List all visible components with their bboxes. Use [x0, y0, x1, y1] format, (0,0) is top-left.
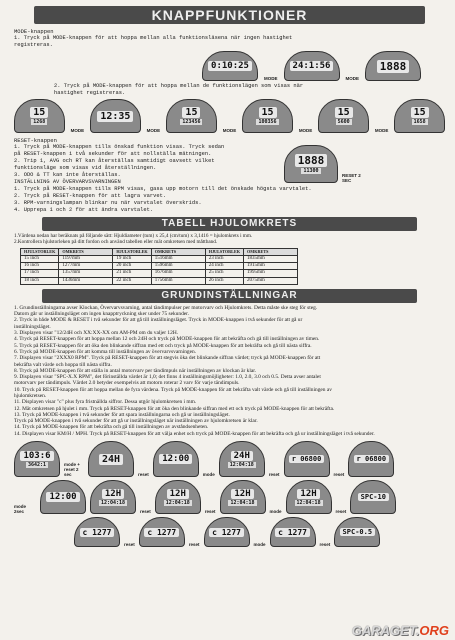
table-cell: 24 inch: [205, 263, 243, 270]
lcd-display: [286, 480, 332, 514]
column-header: OMKRETS: [244, 248, 298, 255]
setup-step: 13. Tryck på MODE-knappen i tvä sekunder för att spara inställningarna och gå ur inställningsläget.: [14, 411, 230, 418]
table-cell: 23 inch: [205, 256, 243, 263]
lcd-value: 15: [30, 107, 48, 118]
lcd-display: [242, 99, 293, 133]
reset-line: 1. Tryck på MODE-knappen tills önskad funktion visas. Tryck sedan: [14, 144, 225, 150]
mode-label: MODE: [298, 128, 313, 133]
setup-display-row3: [74, 517, 445, 547]
lcd-display: [220, 480, 266, 514]
setup-heading: GRUNDINSTÄLLNINGAR: [42, 289, 417, 303]
setup-step: bekräfta valt värde och hoppa till nästa siffra.: [14, 361, 112, 368]
setup-step: 3. Displayen visar "12/24H och XX:XX-XX om AM-PM om du valjer 12H.: [14, 330, 179, 337]
lcd-display: [334, 517, 380, 547]
lcd-sub-value: 12:04:18: [230, 499, 255, 506]
lcd-display: [318, 99, 369, 133]
lcd-sub-value: 3642:1: [27, 461, 47, 468]
lcd-display: [202, 51, 258, 81]
table-cell: 2075mm: [244, 277, 298, 284]
table-row: [21, 270, 298, 277]
table-cell: 1277mm: [59, 263, 113, 270]
lcd-display: [166, 99, 217, 133]
setup-step: Tryck på MODE-knappen i två sekunder för att gå ur inställningsläget när inställningen av hjulomkretsen är klar.: [14, 418, 258, 425]
setup-step: 14. Displayen visar KM/H / MPH. Tryck på RESET-knappen för att välja enhet och tryck på MODE-knappen för att bekräfta och gå ur inställningsläget i två sekunder.: [14, 430, 375, 437]
table-cell: 1197mm: [59, 256, 113, 263]
lcd-display: [90, 99, 141, 133]
setup-step: 6. Tryck på MODE-knappen för att komma till inställningen av övervarvsvarningen.: [14, 348, 197, 355]
table-cell: 1995mm: [244, 270, 298, 277]
lcd-value: c 1277: [275, 528, 310, 537]
mode-step2: 2. Tryck på MODE-knappen för att hoppa mellan de funktionslägen som visas när hastighet registreras.: [54, 83, 304, 96]
lcd-display: [284, 441, 330, 477]
table-cell: 18 inch: [21, 277, 59, 284]
lcd-value: 103:6: [20, 451, 53, 461]
reset-line: INSTÄLLNING AV ÖVERVARVSVARNINGEN: [14, 179, 121, 185]
setup-step: 10. Tryck på RESET-knappen för att hoppa mellan de fyra värdena. Tryck på MODE-knappen för att bekräfta valt värde och gå till inställningen av: [14, 386, 332, 393]
lcd-display: [270, 517, 316, 547]
table-cell: 26 inch: [205, 277, 243, 284]
page-title: KNAPPFUNKTIONER: [34, 6, 425, 24]
step-label: mode 2sec: [14, 504, 27, 515]
lcd-value: 0:10:25: [208, 61, 252, 71]
step-label: mode: [202, 472, 215, 478]
step-label: reset: [268, 472, 280, 478]
lcd-display: [284, 51, 340, 81]
setup-step: motorvarv per tändimpuls. Värdet 2.0 betyder exempelvis att motorn roterar 2 varv för varje tändimpuls.: [14, 380, 240, 387]
setup-step: 5. Tryck på RESET-knappen för att öka den blinkande siffran med ett och tryck på MODE-knappen för att bekräfta och gå till nästa siffra.: [14, 342, 312, 349]
lcd-display: [365, 51, 421, 81]
step-label: reset: [319, 542, 331, 548]
lcd-value: r 06800: [354, 455, 390, 463]
lcd-display: [14, 441, 60, 477]
setup-step: 2. Tryck in både MODE & RESET i två sekunder för att gå till inställningsläget. Tryck in MODE-knappen i två sekunder för att gå ur: [14, 317, 303, 324]
lcd-value: SPC-0.5: [340, 528, 376, 536]
reset-label: RESET 2 SEC: [342, 173, 361, 183]
table-cell: 16 inch: [21, 263, 59, 270]
reset-line: 4. Upprepa 1 och 2 för att ändra varvtalet.: [14, 207, 154, 213]
lcd-display: [40, 480, 86, 514]
setup-display-row1: [14, 441, 445, 477]
column-header: HJULSTORLEK: [205, 248, 243, 255]
reset-line: 2. Trip 1, AVG och RT kan återställas samtidigt oavsett vilket: [14, 158, 215, 164]
mode-label: MODE: [146, 128, 161, 133]
setup-step: 8. Tryck på MODE-knappen för att ställa in antal motorvarv per tändimpuls när inställningen av klockan är klar.: [14, 367, 257, 374]
step-label: reset: [335, 509, 347, 515]
lcd-display: [284, 145, 338, 183]
lcd-sub-value: 1268: [33, 119, 46, 125]
table-cell: 1516mm: [151, 256, 205, 263]
lcd-display: [74, 517, 120, 547]
table-cell: 1835mm: [244, 256, 298, 263]
step-label: reset: [140, 509, 151, 515]
watermark-tld: ORG: [419, 623, 449, 638]
table-cell: 21 inch: [113, 270, 151, 277]
step-label: mode + reset 2 sec: [64, 462, 80, 478]
step-label: reset: [188, 542, 200, 548]
mode-display-row1: [202, 51, 445, 81]
table-cell: 1756mm: [151, 277, 205, 284]
table-cell: 20 inch: [113, 263, 151, 270]
mode-heading: MODE-knappen: [14, 28, 54, 35]
column-header: OMKRETS: [59, 248, 113, 255]
mode-label: MODE: [70, 128, 85, 133]
setup-step: 11. Displayen visar "c" plus fyra fristnällda siffror. Dessa utgör hjulomkretsen i mm.: [14, 399, 197, 406]
setup-display-row2: [14, 480, 445, 514]
reset-line: 1. Tryck på MODE-knappen tills RPM visas, gasa upp motorn till det önskade högsta varvtalet.: [14, 186, 312, 192]
lcd-sub-value: 12:04:18: [100, 499, 126, 506]
lcd-value: 12H: [231, 489, 253, 499]
lcd-value: SPC-10: [358, 493, 389, 501]
lcd-value: 12:35: [97, 111, 133, 122]
lcd-sub-value: 11300: [303, 168, 319, 174]
lcd-display: [394, 99, 445, 133]
lcd-sub-value: 123456: [182, 119, 201, 125]
table-cell: 17 inch: [21, 270, 59, 277]
setup-step: inställningsläget.: [14, 323, 51, 330]
step-label: mode: [253, 542, 266, 548]
setup-steps: [14, 305, 445, 437]
lcd-display: [350, 480, 396, 514]
site-watermark: [352, 623, 449, 638]
column-header: HJULSTORLEK: [21, 248, 59, 255]
lcd-value: 24:1:56: [290, 61, 334, 71]
reset-line: funktionsläge som visas vid återställningen.: [14, 165, 157, 171]
step-label: reset: [138, 472, 149, 478]
table-row: [21, 277, 298, 284]
lcd-sub-value: 12:04:18: [165, 499, 190, 506]
step-label: reset: [204, 509, 216, 515]
lcd-value: 15: [182, 107, 200, 118]
lcd-value: c 1277: [144, 528, 179, 537]
mode-label: MODE: [345, 76, 359, 81]
lcd-value: 12:00: [159, 454, 192, 464]
reset-demo: [284, 137, 362, 183]
setup-step: Datorn går ur inställningsläget om ingen knapptryckning sker under 75 sekunder.: [14, 311, 190, 318]
lcd-sub-value: 12:04:18: [296, 499, 321, 506]
column-header: OMKRETS: [151, 248, 205, 255]
watermark-main: GARAGET: [351, 623, 416, 638]
lcd-value: 12H: [297, 489, 319, 499]
table-header-row: [21, 248, 298, 255]
table-cell: 1596mm: [151, 263, 205, 270]
lcd-value: 1888: [377, 60, 410, 73]
reset-heading: RESET-knappen: [14, 137, 57, 144]
table-cell: 15 inch: [21, 256, 59, 263]
table-cell: 1915mm: [244, 263, 298, 270]
table-cell: 22 inch: [113, 277, 151, 284]
mode-label: MODE: [374, 128, 389, 133]
reset-line: 3. RPM-varningslampan blinkar nu när varvtalet överskrids.: [14, 200, 202, 206]
lcd-value: 24H: [231, 451, 253, 461]
lcd-value: 12:00: [46, 492, 79, 502]
table-cell: 19 inch: [113, 256, 151, 263]
lcd-sub-value: 1658: [413, 119, 426, 125]
lcd-value: r 06800: [289, 455, 325, 463]
lcd-display: [14, 99, 65, 133]
lcd-display: [153, 441, 199, 477]
step-label: reset: [124, 542, 135, 548]
lcd-value: 15: [335, 107, 353, 118]
lcd-value: c 1277: [209, 528, 244, 537]
wheel-size-table: [20, 248, 298, 285]
lcd-value: c 1277: [80, 528, 115, 537]
lcd-display: [139, 517, 185, 547]
reset-line: 2. Tryck på RESET-knappen för att lagra varvet.: [14, 193, 167, 199]
setup-step: 12. Mät omkretsen på hjulet i mm. Tryck på RESET-knappen för att öka den blinkande siffran med ett och tryck på MODE-knappen för att bekräfta.: [14, 405, 335, 412]
wheel-table-heading: TABELL HJULOMKRETS: [42, 217, 417, 231]
reset-line: 3. ODO & TT kan inte återställas.: [14, 172, 121, 178]
lcd-value: 15: [259, 107, 277, 118]
column-header: HJULSTORLEK: [113, 248, 151, 255]
setup-step: 4. Tryck på RESET-knappen för att hoppa mellan 12 och 24H och tryck på MODE-knappen för att bekräfta och gå till inställningen av timen.: [14, 336, 320, 343]
lcd-sub-value: 100356: [258, 119, 277, 125]
wheel-note-2: 2.Kontrollera hjulstorleken på ditt fordon och använd tabellen eller mät omkretsen med måttband.: [14, 239, 218, 246]
lcd-value: 1888: [295, 154, 328, 167]
setup-step: 9. Displayen visar "SPC-X.X RPM", det förinställda värdet är 1,0; det finns 4 inställningsmöjligheter: 1.0, 2.0, 3.0 och 0.5. Detta avser antalet: [14, 374, 321, 381]
reset-section: [14, 137, 445, 214]
watermark-dot: .: [415, 623, 420, 638]
wheel-note-1: 1.Värdena nedan har beräknats på följande sätt: Hjuldiameter (tum) x 25,4 (cm/tum) x 3,1416 = hjulomkrets i mm.: [14, 233, 253, 239]
lcd-sub-value: 5600: [337, 119, 350, 125]
mode-label: MODE: [222, 128, 237, 133]
lcd-display: [90, 480, 136, 514]
step-label: reset: [333, 472, 345, 478]
table-cell: 1676mm: [151, 270, 205, 277]
lcd-display: [219, 441, 265, 477]
lcd-value: 12H: [102, 489, 124, 499]
lcd-display: [204, 517, 250, 547]
setup-step: hjulomkretsen.: [14, 392, 47, 399]
lcd-display: [155, 480, 201, 514]
table-row: [21, 263, 298, 270]
lcd-sub-value: 12:04:18: [229, 461, 254, 468]
lcd-display: [348, 441, 394, 477]
table-cell: 1436mm: [59, 277, 113, 284]
mode-step1: 1. Tryck på MODE-knappen för att hoppa mellan alla funktionsläsena när ingen hastighet registreras.: [14, 35, 293, 48]
mode-label: MODE: [264, 76, 278, 81]
mode-display-row2: [14, 99, 445, 133]
table-row: [21, 256, 298, 263]
table-cell: 1357mm: [59, 270, 113, 277]
setup-step: 14. Tryck på MODE-knappen för att bekräfta och gå till inställningen av avståndsenheten.: [14, 424, 209, 431]
reset-line: på RESET-knappen i två sekunder för att nollställa mätningen.: [14, 151, 212, 157]
step-label: mode: [269, 509, 282, 515]
lcd-display: [88, 441, 134, 477]
setup-step: 1. Grundinställningarna avser Klockan, Övervarvsvarning, antal tändimpulser per motorvarv och Hjulomkrets. Detta måste ske steg för steg.: [14, 304, 318, 311]
setup-step: 7. Displayen visar "2XXX0 RPM". Tryck på RESET-knappen för att stegvis öka det blinkande siffran värdet; tryck på MODE-knappen för att: [14, 355, 321, 362]
lcd-value: 24H: [99, 454, 123, 465]
lcd-value: 12H: [167, 489, 189, 499]
table-cell: 25 inch: [205, 270, 243, 277]
lcd-value: 15: [411, 107, 429, 118]
